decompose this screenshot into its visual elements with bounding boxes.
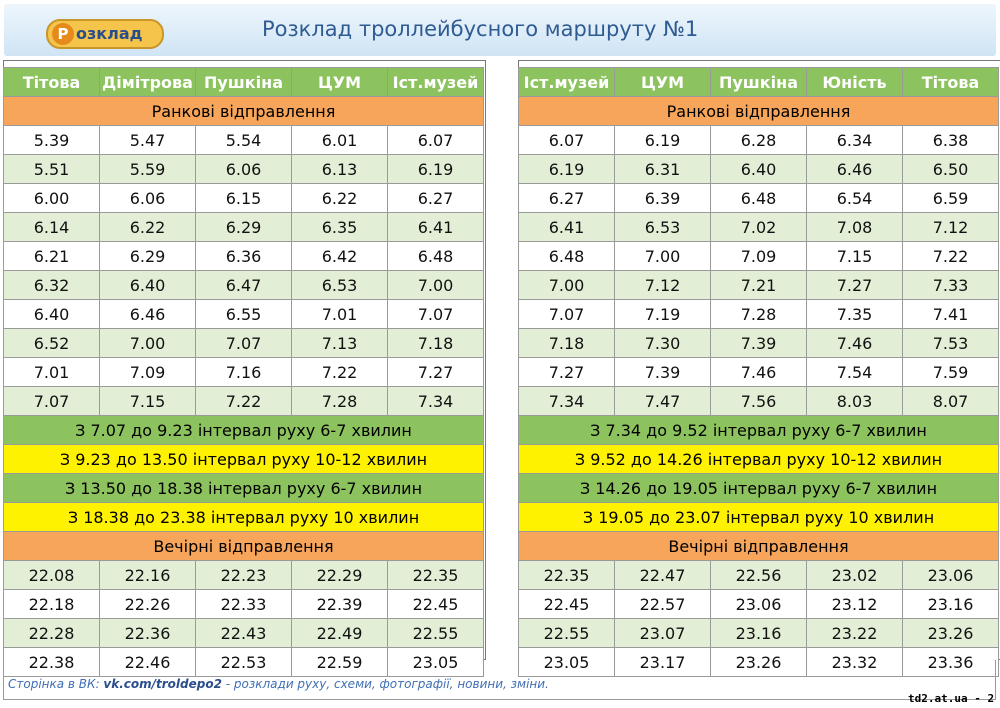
departure-time: 6.52 (4, 329, 100, 358)
departure-time: 22.38 (4, 648, 100, 677)
departure-time: 6.27 (519, 184, 615, 213)
schedule-direction-1 (3, 67, 484, 677)
departure-time: 7.00 (100, 329, 196, 358)
departure-time: 6.19 (519, 155, 615, 184)
departure-time: 7.12 (903, 213, 999, 242)
table-row (4, 358, 484, 387)
departure-time: 23.36 (903, 648, 999, 677)
departure-time: 6.01 (292, 126, 388, 155)
interval-note: З 18.38 до 23.38 інтервал руху 10 хвилин (4, 503, 484, 532)
departure-time: 7.02 (711, 213, 807, 242)
interval-note: З 9.23 до 13.50 інтервал руху 10-12 хвилин (4, 445, 484, 474)
departure-time: 6.48 (388, 242, 484, 271)
table-row (519, 619, 999, 648)
departure-time: 7.41 (903, 300, 999, 329)
interval-row (4, 445, 484, 474)
evening-section-row (4, 532, 484, 561)
departure-time: 6.21 (4, 242, 100, 271)
departure-time: 23.16 (711, 619, 807, 648)
departure-time: 7.34 (519, 387, 615, 416)
footer-prefix: Сторінка в ВК: (8, 677, 104, 691)
departure-time: 6.48 (519, 242, 615, 271)
stop-name: Тітова (4, 68, 100, 97)
table-row (519, 329, 999, 358)
departure-time: 22.08 (4, 561, 100, 590)
departure-time: 7.39 (711, 329, 807, 358)
departure-time: 22.55 (519, 619, 615, 648)
evening-section-row (519, 532, 999, 561)
site-watermark: td2.at.ua - 2 (908, 692, 995, 705)
evening-departures-label: Вечірні відправлення (519, 532, 999, 561)
departure-time: 6.54 (807, 184, 903, 213)
departure-time: 7.09 (100, 358, 196, 387)
departure-time: 22.16 (100, 561, 196, 590)
table-row (4, 300, 484, 329)
table-row (519, 561, 999, 590)
departure-time: 7.07 (519, 300, 615, 329)
interval-row (4, 503, 484, 532)
departure-time: 22.49 (292, 619, 388, 648)
departure-time: 8.07 (903, 387, 999, 416)
table-row (519, 126, 999, 155)
departure-time: 7.27 (519, 358, 615, 387)
departure-time: 22.28 (4, 619, 100, 648)
departure-time: 6.19 (388, 155, 484, 184)
departure-time: 6.40 (4, 300, 100, 329)
departure-time: 6.55 (196, 300, 292, 329)
departure-time: 7.46 (711, 358, 807, 387)
interval-note: З 7.07 до 9.23 інтервал руху 6-7 хвилин (4, 416, 484, 445)
logo-text: озклад (76, 24, 143, 43)
departure-time: 6.41 (519, 213, 615, 242)
stops-header-row (519, 68, 999, 97)
logo-mark-icon: Р (52, 23, 74, 45)
stops-header-row (4, 68, 484, 97)
departure-time: 6.15 (196, 184, 292, 213)
departure-time: 6.35 (292, 213, 388, 242)
departure-time: 22.35 (388, 561, 484, 590)
stop-name: Юність (807, 68, 903, 97)
departure-time: 22.43 (196, 619, 292, 648)
footer-note (8, 677, 549, 691)
departure-time: 22.45 (388, 590, 484, 619)
departure-time: 5.59 (100, 155, 196, 184)
stop-name: Тітова (903, 68, 999, 97)
table-row (519, 300, 999, 329)
departure-time: 7.07 (196, 329, 292, 358)
departure-time: 5.54 (196, 126, 292, 155)
departure-time: 7.16 (196, 358, 292, 387)
stop-name: Іст.музей (519, 68, 615, 97)
departure-time: 23.05 (388, 648, 484, 677)
departure-time: 7.13 (292, 329, 388, 358)
departure-time: 6.38 (903, 126, 999, 155)
departure-time: 7.00 (615, 242, 711, 271)
departure-time: 22.59 (292, 648, 388, 677)
departure-time: 6.27 (388, 184, 484, 213)
table-row (4, 213, 484, 242)
departure-time: 23.22 (807, 619, 903, 648)
table-row (519, 590, 999, 619)
departure-time: 22.47 (615, 561, 711, 590)
table-row (519, 358, 999, 387)
departure-time: 22.57 (615, 590, 711, 619)
interval-note: З 19.05 до 23.07 інтервал руху 10 хвилин (519, 503, 999, 532)
stop-name: Іст.музей (388, 68, 484, 97)
page-title: Розклад троллейбусного маршруту №1 (262, 17, 699, 41)
departure-time: 5.47 (100, 126, 196, 155)
departure-time: 7.01 (292, 300, 388, 329)
departure-time: 23.06 (711, 590, 807, 619)
departure-time: 6.42 (292, 242, 388, 271)
departure-time: 22.23 (196, 561, 292, 590)
departure-time: 6.48 (711, 184, 807, 213)
departure-time: 7.28 (292, 387, 388, 416)
departure-time: 22.35 (519, 561, 615, 590)
departure-time: 7.21 (711, 271, 807, 300)
departure-time: 6.41 (388, 213, 484, 242)
departure-time: 22.55 (388, 619, 484, 648)
departure-time: 6.06 (196, 155, 292, 184)
table-row (519, 213, 999, 242)
departure-time: 7.56 (711, 387, 807, 416)
departure-time: 5.51 (4, 155, 100, 184)
table-row (4, 329, 484, 358)
table-row (4, 271, 484, 300)
departure-time: 23.07 (615, 619, 711, 648)
departure-time: 22.56 (711, 561, 807, 590)
departure-time: 23.26 (711, 648, 807, 677)
departure-time: 6.19 (615, 126, 711, 155)
departure-time: 6.00 (4, 184, 100, 213)
departure-time: 6.22 (292, 184, 388, 213)
departure-time: 23.17 (615, 648, 711, 677)
departure-time: 7.54 (807, 358, 903, 387)
departure-time: 22.39 (292, 590, 388, 619)
departure-time: 7.35 (807, 300, 903, 329)
schedule-direction-2 (518, 67, 999, 677)
footer-vk-link[interactable]: vk.com/troldepo2 (103, 677, 222, 691)
departure-time: 7.39 (615, 358, 711, 387)
departure-time: 23.06 (903, 561, 999, 590)
departure-time: 6.59 (903, 184, 999, 213)
departure-time: 7.28 (711, 300, 807, 329)
table-row (519, 155, 999, 184)
table-row (519, 387, 999, 416)
departure-time: 7.22 (196, 387, 292, 416)
interval-note: З 14.26 до 19.05 інтервал руху 6-7 хвилин (519, 474, 999, 503)
interval-row (519, 445, 999, 474)
departure-time: 6.06 (100, 184, 196, 213)
departure-time: 6.39 (615, 184, 711, 213)
evening-departures-label: Вечірні відправлення (4, 532, 484, 561)
departure-time: 6.36 (196, 242, 292, 271)
table-row (4, 561, 484, 590)
stop-name: ЦУМ (292, 68, 388, 97)
departure-time: 22.33 (196, 590, 292, 619)
morning-section-row (4, 97, 484, 126)
departure-time: 5.39 (4, 126, 100, 155)
departure-time: 6.47 (196, 271, 292, 300)
departure-time: 6.22 (100, 213, 196, 242)
page-header (4, 4, 996, 56)
departure-time: 6.07 (519, 126, 615, 155)
departure-time: 7.27 (807, 271, 903, 300)
interval-note: З 13.50 до 18.38 інтервал руху 6-7 хвилин (4, 474, 484, 503)
table-row (519, 271, 999, 300)
table-row (4, 387, 484, 416)
departure-time: 6.13 (292, 155, 388, 184)
departure-time: 22.46 (100, 648, 196, 677)
stop-name: Пушкіна (711, 68, 807, 97)
departure-time: 23.26 (903, 619, 999, 648)
departure-time: 7.18 (519, 329, 615, 358)
departure-time: 7.53 (903, 329, 999, 358)
departure-time: 22.36 (100, 619, 196, 648)
departure-time: 23.02 (807, 561, 903, 590)
morning-departures-label: Ранкові відправлення (519, 97, 999, 126)
interval-row (519, 503, 999, 532)
departure-time: 6.14 (4, 213, 100, 242)
departure-time: 7.47 (615, 387, 711, 416)
rozklad-logo (46, 19, 164, 49)
departure-time: 6.46 (100, 300, 196, 329)
departure-time: 6.32 (4, 271, 100, 300)
interval-note: З 7.34 до 9.52 інтервал руху 6-7 хвилин (519, 416, 999, 445)
departure-time: 22.45 (519, 590, 615, 619)
table-row (519, 242, 999, 271)
interval-row (519, 474, 999, 503)
interval-row (519, 416, 999, 445)
departure-time: 6.29 (100, 242, 196, 271)
departure-time: 7.09 (711, 242, 807, 271)
departure-time: 23.32 (807, 648, 903, 677)
departure-time: 7.15 (100, 387, 196, 416)
departure-time: 6.53 (615, 213, 711, 242)
interval-row (4, 474, 484, 503)
departure-time: 6.29 (196, 213, 292, 242)
table-row (4, 242, 484, 271)
departure-time: 7.00 (519, 271, 615, 300)
morning-section-row (519, 97, 999, 126)
departure-time: 7.27 (388, 358, 484, 387)
stop-name: Пушкіна (196, 68, 292, 97)
departure-time: 7.12 (615, 271, 711, 300)
footer-suffix: - розклади руху, схеми, фотографії, новини, зміни. (221, 677, 549, 691)
departure-time: 8.03 (807, 387, 903, 416)
morning-departures-label: Ранкові відправлення (4, 97, 484, 126)
departure-time: 22.53 (196, 648, 292, 677)
departure-time: 7.30 (615, 329, 711, 358)
departure-time: 7.22 (292, 358, 388, 387)
departure-time: 6.40 (100, 271, 196, 300)
departure-time: 7.00 (388, 271, 484, 300)
departure-time: 23.16 (903, 590, 999, 619)
departure-time: 22.18 (4, 590, 100, 619)
departure-time: 7.34 (388, 387, 484, 416)
departure-time: 7.19 (615, 300, 711, 329)
departure-time: 7.22 (903, 242, 999, 271)
table-row (4, 126, 484, 155)
departure-time: 6.53 (292, 271, 388, 300)
interval-row (4, 416, 484, 445)
departure-time: 23.05 (519, 648, 615, 677)
departure-time: 22.26 (100, 590, 196, 619)
table-row (519, 184, 999, 213)
departure-time: 7.59 (903, 358, 999, 387)
departure-time: 22.29 (292, 561, 388, 590)
departure-time: 7.18 (388, 329, 484, 358)
departure-time: 7.15 (807, 242, 903, 271)
departure-time: 6.28 (711, 126, 807, 155)
departure-time: 23.12 (807, 590, 903, 619)
departure-time: 6.50 (903, 155, 999, 184)
table-row (4, 619, 484, 648)
departure-time: 7.46 (807, 329, 903, 358)
stop-name: ЦУМ (615, 68, 711, 97)
table-row (4, 155, 484, 184)
departure-time: 6.07 (388, 126, 484, 155)
interval-note: З 9.52 до 14.26 інтервал руху 10-12 хвилин (519, 445, 999, 474)
departure-time: 7.33 (903, 271, 999, 300)
table-row (4, 590, 484, 619)
departure-time: 6.40 (711, 155, 807, 184)
departure-time: 6.31 (615, 155, 711, 184)
departure-time: 7.07 (4, 387, 100, 416)
departure-time: 6.34 (807, 126, 903, 155)
stop-name: Дімітрова (100, 68, 196, 97)
departure-time: 7.08 (807, 213, 903, 242)
table-row (4, 184, 484, 213)
departure-time: 7.07 (388, 300, 484, 329)
departure-time: 7.01 (4, 358, 100, 387)
departure-time: 6.46 (807, 155, 903, 184)
